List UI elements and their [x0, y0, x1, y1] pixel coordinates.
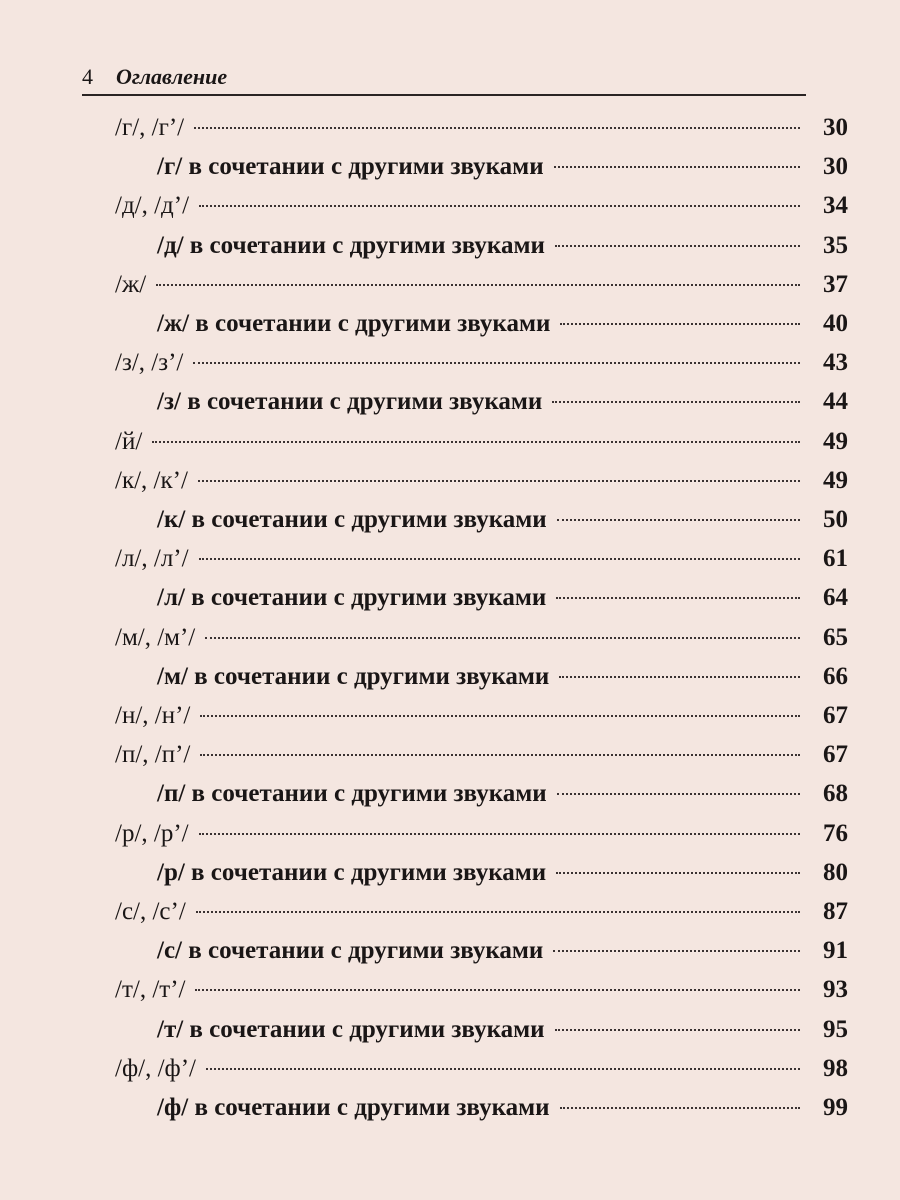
dot-leader	[553, 950, 800, 952]
toc-entry-title: /м/ в сочетании с другими звуками	[157, 662, 550, 690]
toc-entry	[115, 343, 848, 383]
dot-leader	[199, 833, 800, 835]
toc-subentry	[157, 853, 848, 893]
toc-entry-title: /м/, /м’/	[115, 623, 196, 651]
toc-subentry	[157, 657, 848, 697]
toc-subentry	[157, 304, 848, 344]
toc-page-number: 64	[823, 584, 848, 612]
toc-entry	[115, 1049, 848, 1089]
dot-leader	[560, 323, 800, 325]
toc-entry-title: /й/	[115, 427, 143, 455]
toc-page-number: 40	[823, 310, 848, 337]
toc-page-number: 98	[823, 1054, 848, 1082]
toc-entry	[115, 461, 848, 501]
toc-entry	[115, 265, 848, 305]
toc-entry-title: /д/ в сочетании с другими звуками	[157, 231, 545, 259]
toc-page-number: 99	[823, 1094, 848, 1121]
dot-leader	[555, 1029, 800, 1031]
toc-page-number: 67	[823, 741, 848, 769]
toc-entry-title: /ф/, /ф’/	[115, 1054, 197, 1082]
toc-entry-title: /р/, /р’/	[115, 819, 189, 847]
page-number: 4	[82, 64, 93, 89]
toc-page-number: 43	[823, 349, 848, 377]
toc-page-number: 44	[823, 388, 848, 416]
toc-entry-title: /ф/ в сочетании с другими звуками	[157, 1094, 550, 1121]
dot-leader	[199, 205, 800, 207]
dot-leader	[206, 1068, 800, 1070]
dot-leader	[152, 441, 800, 443]
toc-entry	[115, 892, 848, 932]
toc-entry	[115, 970, 848, 1010]
dot-leader	[557, 519, 800, 521]
toc-entry-title: /к/ в сочетании с другими звуками	[157, 506, 547, 533]
toc-page-number: 30	[823, 153, 848, 181]
toc-entry-title: /р/ в сочетании с другими звуками	[157, 858, 547, 886]
toc-subentry	[157, 1088, 848, 1128]
toc-page-number: 61	[823, 545, 848, 573]
toc-entry	[115, 186, 848, 226]
toc-entry	[115, 618, 848, 658]
dot-leader	[198, 480, 800, 482]
toc-entry-title: /т/, /т’/	[115, 976, 186, 1004]
toc-entry-title: /п/, /п’/	[115, 741, 191, 769]
toc-entry-title: /г/ в сочетании с другими звуками	[157, 153, 544, 181]
toc-page-number: 68	[823, 780, 848, 808]
toc-entry-title: /к/, /к’/	[115, 466, 188, 494]
running-head	[82, 62, 806, 96]
toc-subentry	[157, 147, 848, 187]
dot-leader	[559, 676, 800, 678]
toc-entry-title: /с/ в сочетании с другими звуками	[157, 937, 544, 965]
dot-leader	[199, 558, 800, 560]
toc-subentry	[157, 382, 848, 422]
toc-subentry	[157, 931, 848, 971]
toc-page-number: 49	[823, 466, 848, 494]
dot-leader	[557, 793, 800, 795]
toc-page-number: 35	[823, 231, 848, 259]
toc-entry-title: /г/, /г’/	[115, 114, 185, 141]
toc-entry-title: /л/ в сочетании с другими звуками	[157, 584, 547, 612]
dot-leader	[554, 166, 800, 168]
dot-leader	[200, 754, 800, 756]
toc-page-number: 50	[823, 506, 848, 533]
toc-entry	[115, 735, 848, 775]
toc-entry	[115, 539, 848, 579]
toc-page-number: 87	[823, 898, 848, 925]
toc-entry-title: /з/ в сочетании с другими звуками	[157, 388, 543, 416]
toc-page-number: 30	[823, 114, 848, 141]
toc-page-number: 76	[823, 819, 848, 847]
toc-page-number: 67	[823, 702, 848, 729]
toc-page-number: 80	[823, 858, 848, 886]
toc-page-number: 34	[823, 192, 848, 220]
dot-leader	[552, 401, 800, 403]
toc-entry-title: /п/ в сочетании с другими звуками	[157, 780, 547, 808]
toc-entry	[115, 108, 848, 148]
toc-subentry	[157, 500, 848, 540]
toc-page-number: 65	[823, 623, 848, 651]
toc-entry	[115, 696, 848, 736]
toc-page-number: 66	[823, 662, 848, 690]
dot-leader	[193, 362, 800, 364]
toc-page-number: 93	[823, 976, 848, 1004]
dot-leader	[156, 284, 800, 286]
dot-leader	[194, 127, 800, 129]
toc-entry	[115, 814, 848, 854]
dot-leader	[195, 989, 800, 991]
toc-subentry	[157, 578, 848, 618]
toc-page-number: 91	[823, 937, 848, 965]
dot-leader	[556, 597, 800, 599]
dot-leader	[560, 1107, 800, 1109]
toc-entry-title: /д/, /д’/	[115, 192, 190, 220]
dot-leader	[555, 245, 800, 247]
toc-entry-title: /л/, /л’/	[115, 545, 189, 573]
toc-entry-title: /т/ в сочетании с другими звуками	[157, 1015, 545, 1043]
toc-page-number: 37	[823, 270, 848, 298]
toc-page-number: 95	[823, 1015, 848, 1043]
toc-entry-title: /с/, /с’/	[115, 898, 186, 925]
toc-entry-title: /ж/	[115, 270, 147, 298]
section-title: Оглавление	[116, 64, 228, 89]
dot-leader	[196, 911, 800, 913]
toc-subentry	[157, 226, 848, 266]
toc-entry-title: /ж/ в сочетании с другими звуками	[157, 310, 551, 337]
toc-subentry	[157, 774, 848, 814]
dot-leader	[200, 715, 800, 717]
dot-leader	[556, 872, 800, 874]
toc-entry	[115, 422, 848, 462]
dot-leader	[205, 637, 800, 639]
toc-page-number: 49	[823, 427, 848, 455]
toc-entry-title: /з/, /з’/	[115, 349, 184, 377]
toc-subentry	[157, 1010, 848, 1050]
toc-entry-title: /н/, /н’/	[115, 702, 191, 729]
